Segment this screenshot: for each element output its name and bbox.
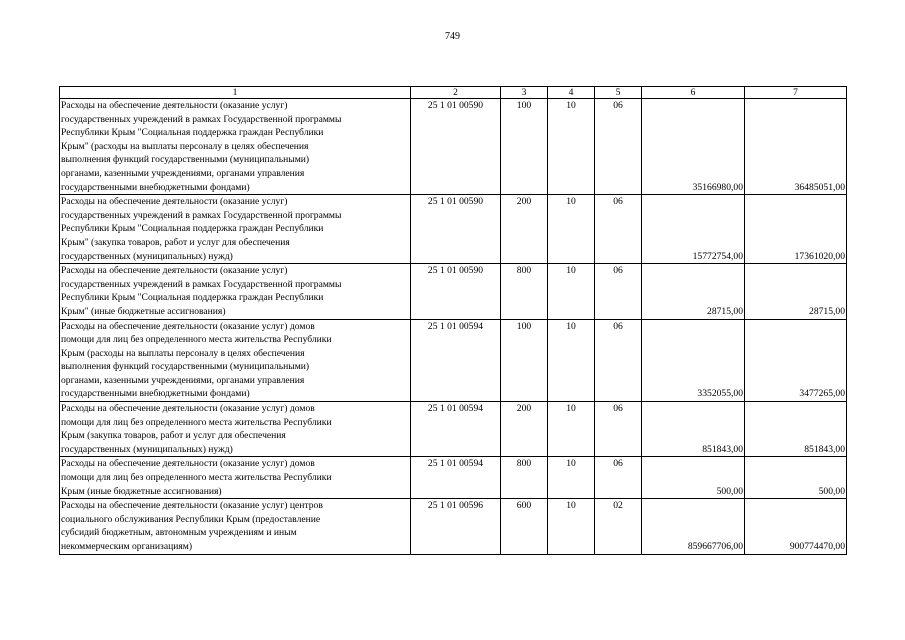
table-row	[60, 99, 847, 195]
description-cell: Расходы на обеспечение деятельности (оказание услуг) государственных учреждений в рамках Государственной программы Республики Крым "Социальная поддержка граждан Республики Крым" (закупка товаров, работ и услуг для обеспечения государственных (муниципальных) нужд)	[60, 195, 411, 264]
description-cell: Расходы на обеспечение деятельности (оказание услуг) государственных учреждений в рамках Государственной программы Республики Крым "Социальная поддержка граждан Республики Крым" (иные бюджетные ассигнования)	[60, 264, 411, 319]
description-cell: Расходы на обеспечение деятельности (оказание услуг) центров социального обслуживания Республики Крым (предоставление субсидий бюджетным, автономным учреждениям и иным некоммерческим организациям)	[60, 499, 411, 554]
header-cell: 7	[745, 87, 847, 99]
amount-cell-2: 17361020,00	[745, 195, 847, 264]
description-cell: Расходы на обеспечение деятельности (оказание услуг) домов помощи для лиц без определенного места жительства Республики Крым (иные бюджетные ассигнования)	[60, 457, 411, 499]
amount-cell-1: 3352055,00	[642, 319, 745, 402]
expense-type-cell: 100	[501, 319, 548, 402]
amount-cell-1: 15772754,00	[642, 195, 745, 264]
section-cell: 10	[548, 195, 595, 264]
subsection-cell: 06	[595, 195, 642, 264]
expense-type-cell: 600	[501, 499, 548, 554]
expense-type-cell: 100	[501, 99, 548, 195]
expense-type-cell: 200	[501, 195, 548, 264]
header-cell: 6	[642, 87, 745, 99]
amount-cell-2: 500,00	[745, 457, 847, 499]
section-cell: 10	[548, 457, 595, 499]
subsection-cell: 06	[595, 457, 642, 499]
header-cell: 5	[595, 87, 642, 99]
subsection-cell: 06	[595, 99, 642, 195]
target-article-cell: 25 1 01 00590	[411, 195, 501, 264]
section-cell: 10	[548, 319, 595, 402]
target-article-cell: 25 1 01 00590	[411, 264, 501, 319]
amount-cell-1: 35166980,00	[642, 99, 745, 195]
amount-cell-1: 500,00	[642, 457, 745, 499]
amount-cell-1: 859667706,00	[642, 499, 745, 554]
amount-cell-2: 900774470,00	[745, 499, 847, 554]
page-number: 749	[445, 31, 460, 42]
subsection-cell: 02	[595, 499, 642, 554]
target-article-cell: 25 1 01 00594	[411, 319, 501, 402]
amount-cell-2: 851843,00	[745, 402, 847, 457]
table-row	[60, 195, 847, 264]
table-row	[60, 499, 847, 554]
section-cell: 10	[548, 264, 595, 319]
amount-cell-1: 28715,00	[642, 264, 745, 319]
section-cell: 10	[548, 499, 595, 554]
description-cell: Расходы на обеспечение деятельности (оказание услуг) государственных учреждений в рамках Государственной программы Республики Крым "Социальная поддержка граждан Республики Крым" (расходы на выплаты персоналу в целях обеспечения выполнения функций государственными (муниципальными) органами, казенными учреждениями, органами управления государственными внебюджетными фондами)	[60, 99, 411, 195]
budget-table	[59, 86, 847, 555]
subsection-cell: 06	[595, 264, 642, 319]
header-cell: 1	[60, 87, 411, 99]
amount-cell-2: 28715,00	[745, 264, 847, 319]
header-cell: 2	[411, 87, 501, 99]
header-cell: 4	[548, 87, 595, 99]
amount-cell-2: 3477265,00	[745, 319, 847, 402]
target-article-cell: 25 1 01 00596	[411, 499, 501, 554]
amount-cell-2: 36485051,00	[745, 99, 847, 195]
table-row	[60, 402, 847, 457]
amount-cell-1: 851843,00	[642, 402, 745, 457]
expense-type-cell: 800	[501, 457, 548, 499]
expense-type-cell: 200	[501, 402, 548, 457]
target-article-cell: 25 1 01 00594	[411, 457, 501, 499]
header-row	[60, 87, 847, 99]
header-cell: 3	[501, 87, 548, 99]
table-row	[60, 457, 847, 499]
target-article-cell: 25 1 01 00590	[411, 99, 501, 195]
description-cell: Расходы на обеспечение деятельности (оказание услуг) домов помощи для лиц без определенного места жительства Республики Крым (закупка товаров, работ и услуг для обеспечения государственных (муниципальных) нужд)	[60, 402, 411, 457]
description-cell: Расходы на обеспечение деятельности (оказание услуг) домов помощи для лиц без определенного места жительства Республики Крым (расходы на выплаты персоналу в целях обеспечения выполнения функций государственными (муниципальными) органами, казенными учреждениями, органами управления государственными внебюджетными фондами)	[60, 319, 411, 402]
section-cell: 10	[548, 402, 595, 457]
subsection-cell: 06	[595, 402, 642, 457]
table-row	[60, 319, 847, 402]
table-row	[60, 264, 847, 319]
subsection-cell: 06	[595, 319, 642, 402]
target-article-cell: 25 1 01 00594	[411, 402, 501, 457]
section-cell: 10	[548, 99, 595, 195]
expense-type-cell: 800	[501, 264, 548, 319]
